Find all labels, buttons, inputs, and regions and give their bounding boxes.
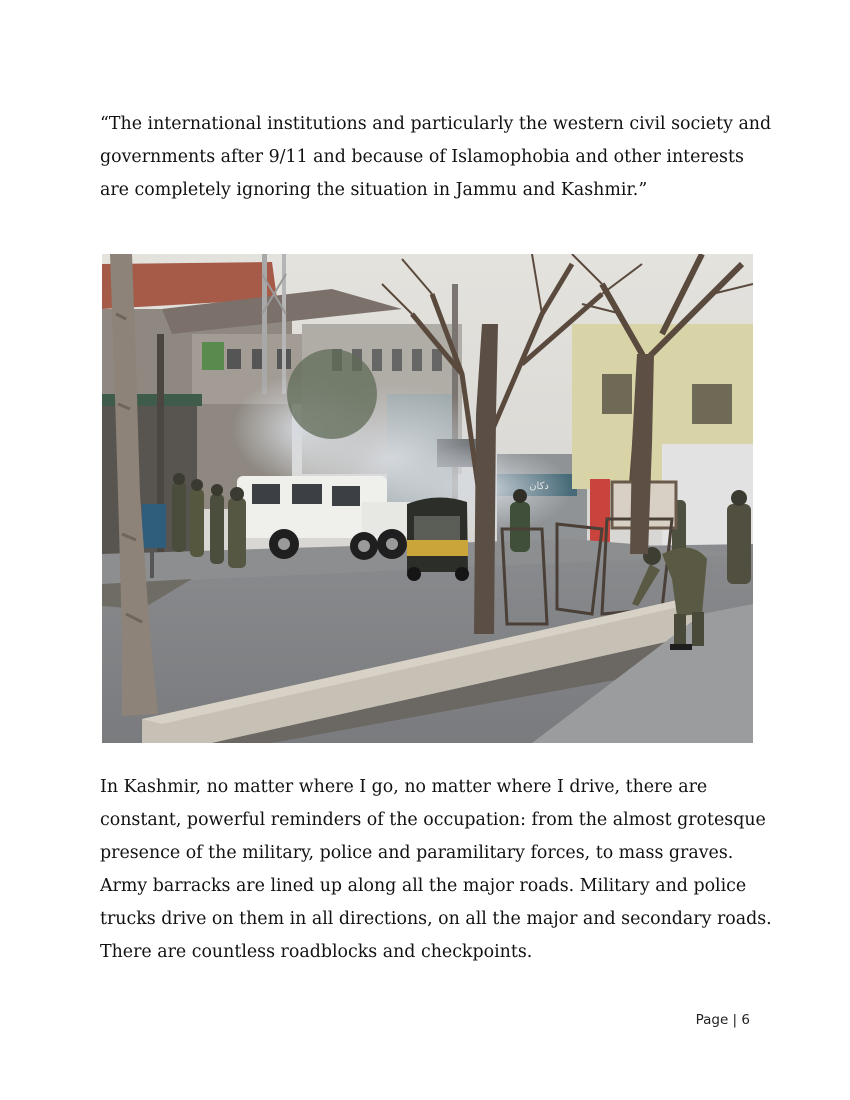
page-number: 6 — [741, 1012, 750, 1028]
page-separator: | — [732, 1012, 738, 1028]
body-line: In Kashmir, no matter where I go, no matter where I drive, there are — [100, 777, 708, 797]
page-footer — [696, 1012, 750, 1028]
body-paragraph — [100, 771, 772, 969]
body-line: Army barracks are lined up along all the major roads. Military and police — [100, 876, 747, 896]
quote-paragraph — [100, 108, 772, 207]
body-line: There are countless roadblocks and checkpoints. — [100, 942, 533, 962]
quote-line: governments after 9/11 and because of Islamophobia and other interests — [100, 147, 744, 167]
body-line: trucks drive on them in all directions, on all the major and secondary roads. — [100, 909, 772, 929]
auto-rickshaw — [407, 497, 469, 581]
street-scene-photo — [102, 254, 753, 743]
page-label: Page — [695, 1012, 729, 1028]
quote-line: “The international institutions and particularly the western civil society and — [100, 114, 772, 134]
quote-line: are completely ignoring the situation in Jammu and Kashmir.” — [100, 180, 648, 200]
body-line: presence of the military, police and paramilitary forces, to mass graves. — [100, 843, 734, 863]
body-line: constant, powerful reminders of the occupation: from the almost grotesque — [100, 810, 766, 830]
